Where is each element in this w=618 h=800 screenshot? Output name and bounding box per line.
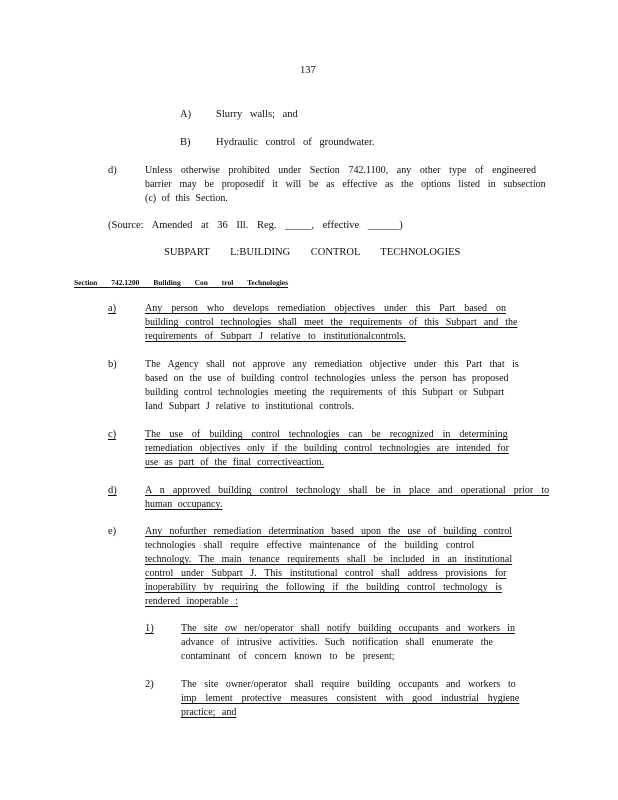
source-line: (Source: Amended at 36 Ill. Reg. _____, effective ______) [108,220,403,231]
section-e-label: e) [108,526,117,537]
section-b-text: The Agency shall not approve any remediation objective under this Part that is based on the use of building control technologies unless the person has proposed building control technologies meeting the requirements of this Subpart or Subpart Iand Subpart J relative to institutional controls. [145,359,519,412]
section-c-text: The use of building control technologies can be recognized in determining remediation objectives only if the building control technologies are intended for use as part of the final correctiveaction. [145,429,509,468]
subitem-2-text: The site owner/operator shall require building occupants and workers to imp lement protective measures consistent with good industrial hygiene practice; and [181,679,520,718]
section-d-label: d) [108,485,117,496]
subpart-heading: SUBPART L:BUILDING CONTROL TECHNOLOGIES [164,247,461,258]
section-e-text: Any nofurther remediation determination based upon the use of building control technologies shall require effective maintenance of the building control technology. The main tenance requirements shall be included in an institutional control under Subpart J. This institutional control shall address provisions for inoperability by requiring the following if the building control technology is rendered inoperable : [145,526,513,607]
item-b-text: Hydraulic control of groundwater. [216,137,375,148]
subitem-1-label: 1) [145,623,154,634]
subitem-2-label: 2) [145,679,154,690]
section-c-label: c) [108,429,117,440]
page-number: 137 [300,65,316,76]
item-d-text: Unless otherwise prohibited under Section 742.1100, any other type of engineered barrier may be proposedif it will be as effective as the options listed in subsection (c) of this Section. [145,165,546,204]
item-a-label: A) [180,109,192,120]
item-d-label: d) [108,165,117,176]
item-a-text: Slurry walls; and [216,109,298,120]
section-d-text: A n approved building control technology shall be in place and operational prior to human occupancy. [145,485,550,510]
section-a-label: a) [108,303,117,314]
subitem-1-text: The site ow ner/operator shall notify building occupants and workers in advance of intrusive activities. Such notification shall enumerate the contaminant of concern known to be present; [181,623,516,662]
section-b-label: b) [108,359,117,370]
section-heading: Section 742.1200 Building Con trol Technologies [74,278,289,287]
section-a-text: Any person who develops remediation objectives under this Part based on building control technologies shall meet the requirements of this Subpart and the requirements of Subpart J relative to institutionalcontrols. [145,303,518,342]
item-b-label: B) [180,137,191,148]
